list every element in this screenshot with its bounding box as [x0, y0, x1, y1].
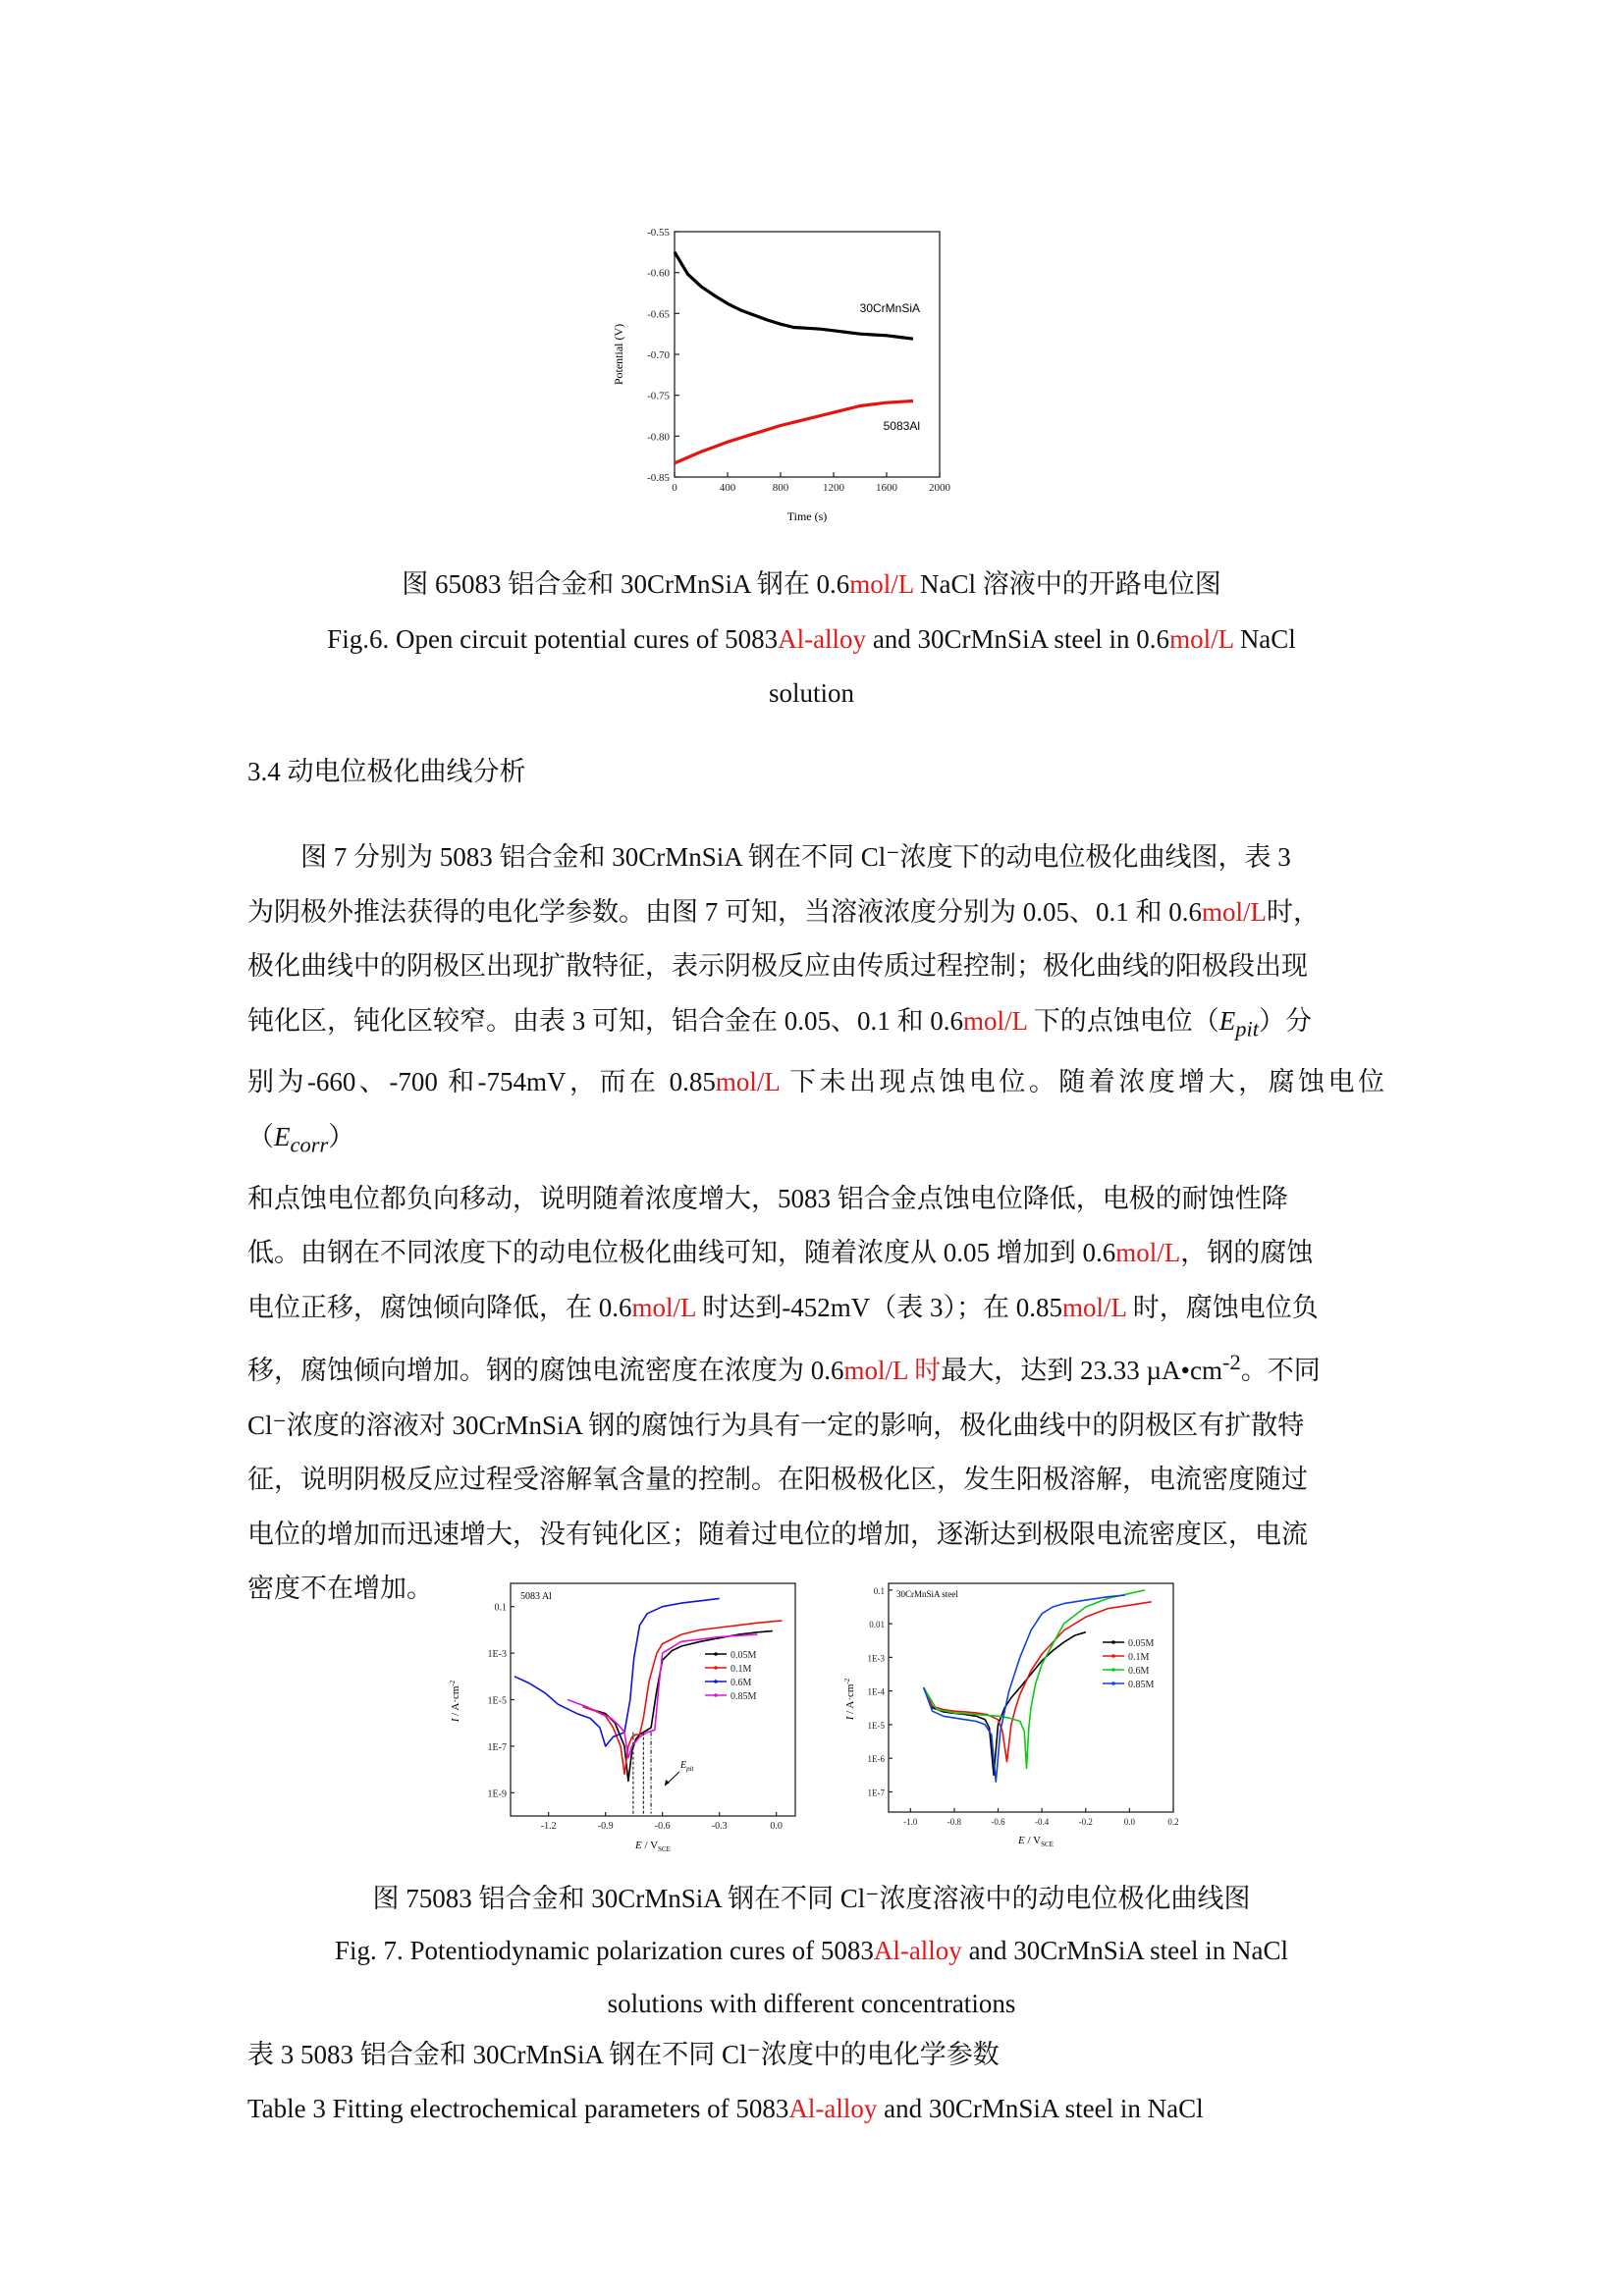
fig7b-series-0-05m — [924, 1632, 1086, 1776]
fig7-al-chart — [447, 1574, 820, 1858]
fig6-y-tick-label: -0.75 — [647, 390, 670, 402]
fig7a-legend-marker — [714, 1666, 718, 1670]
fig6-x-tick-label: 400 — [719, 482, 736, 494]
fig7a-y-tick-label: 0.1 — [494, 1602, 507, 1614]
fig6-series-30crmnsia — [675, 252, 913, 339]
fig7b-plot-frame — [889, 1583, 1173, 1812]
fig6-legend-al: 5083Al — [883, 419, 920, 433]
fig7a-y-tick-label: 1E-5 — [487, 1695, 507, 1707]
fig7a-epit-arrowhead — [665, 1780, 670, 1786]
fig7b-x-tick-label: 0.0 — [1123, 1817, 1136, 1827]
fig7a-y-tick-label: 1E-3 — [487, 1649, 507, 1661]
fig7a-legend-marker — [714, 1652, 718, 1656]
fig6-caption-en: Fig.6. Open circuit potential cures of 5083Al-alloy and 30CrMnSiA steel in 0.6mol/L NaCl — [327, 624, 1296, 654]
fig7b-series-0-1m — [924, 1602, 1152, 1762]
para-line: 电位的增加而迅速增大，没有钝化区；随着过电位的增加，逐渐达到极限电流密度区，电流 — [247, 1519, 1308, 1549]
fig7b-x-tick-label: -0.6 — [991, 1817, 1005, 1827]
para-line: 别为-660、-700 和-754mV，而在 0.85mol/L 下未出现点蚀电位。随着浓度增大，腐蚀电位$(E_{corr})$ — [247, 1067, 1384, 1157]
fig7a-x-tick-label: -0.3 — [711, 1821, 728, 1832]
fig7b-x-tick-label: -0.4 — [1035, 1817, 1050, 1827]
fig7a-x-tick-label: 0.0 — [770, 1821, 783, 1832]
fig7b-legend-label: 0.6M — [1128, 1666, 1150, 1677]
fig7a-legend-label: 0.05M — [730, 1650, 757, 1661]
fig7a-x-tick-label: -0.9 — [597, 1821, 614, 1832]
fig7b-y-tick-label: 1E-6 — [867, 1754, 885, 1765]
fig6-x-tick-label: 2000 — [929, 482, 950, 494]
para-line: 和点蚀电位都负向移动，说明随着浓度增大，5083 铝合金点蚀电位降低，电极的耐蚀性降 — [247, 1183, 1288, 1213]
fig7a-legend-marker — [714, 1680, 718, 1683]
fig7b-x-tick-label: -1.0 — [903, 1817, 918, 1827]
fig6-caption-en-line2: solution — [768, 678, 854, 708]
para-line: 低。由钢在不同浓度下的动电位极化曲线可知，随着浓度从 0.05 增加到 0.6mol/L，钢的腐蚀 — [247, 1238, 1314, 1268]
fig7b-legend-marker — [1111, 1682, 1115, 1685]
fig6-y-tick-label: -0.80 — [647, 431, 670, 444]
table3-title-cn: 表 3 5083 铝合金和 30CrMnSiA 钢在不同 Cl⁻浓度中的电化学参数 — [247, 2040, 1000, 2069]
fig7-steel-chart — [839, 1574, 1193, 1858]
fig7a-x-tick-label: -0.6 — [654, 1821, 671, 1832]
fig7a-y-tick-label: 1E-9 — [487, 1789, 507, 1800]
fig6-xlabel: Time (s) — [786, 509, 828, 523]
fig7-caption-cn: 图 75083 铝合金和 30CrMnSiA 钢在不同 Cl⁻浓度溶液中的动电位极化曲线图 — [372, 1884, 1251, 1913]
fig7b-ylabel: $I / A\cdot cm^{-2}$ — [843, 1678, 856, 1721]
section-heading: 3.4 动电位极化曲线分析 — [247, 757, 526, 786]
fig7b-y-tick-label: 0.1 — [873, 1585, 885, 1596]
fig7a-y-tick-label: 1E-7 — [487, 1741, 507, 1753]
fig7b-legend-label: 0.05M — [1128, 1638, 1155, 1649]
fig6-legend-steel: 30CrMnSiA — [859, 301, 920, 315]
fig7b-y-tick-label: 1E-5 — [867, 1720, 885, 1731]
fig7b-xlabel: E / $V_{SCE}$ — [1018, 1835, 1054, 1848]
fig6-y-tick-label: -0.85 — [647, 472, 670, 484]
fig6-series-5083al — [675, 401, 913, 463]
fig7b-y-tick-label: 1E-7 — [867, 1788, 885, 1798]
fig7b-x-tick-label: -0.8 — [947, 1817, 962, 1827]
fig6-y-tick-label: -0.55 — [647, 227, 670, 239]
fig6-ylabel: Potential (V) — [612, 323, 625, 386]
fig7b-legend-label: 0.1M — [1128, 1652, 1150, 1663]
fig6-caption-cn: 图 65083 铝合金和 30CrMnSiA 钢在 0.6mol/L NaCl 溶液中的开路电位图 — [402, 569, 1221, 599]
body-paragraph — [247, 830, 1384, 1617]
para-line: 密度不在增加。 — [247, 1574, 433, 1604]
fig7b-legend-marker — [1111, 1654, 1115, 1658]
para-line: 钝化区，钝化区较窄。由表 3 可知，铝合金在 0.05、0.1 和 0.6mol/L 下的点蚀电位$(E_{pit})$分 — [247, 1005, 1313, 1041]
para-line: 极化曲线中的阴极区出现扩散特征，表示阴极反应由传质过程控制；极化曲线的阳极段出现 — [247, 951, 1308, 981]
fig6-y-tick-label: -0.60 — [647, 267, 670, 280]
para-line: 电位正移，腐蚀倾向降低，在 0.6mol/L 时达到-452mV（表 3）；在 0.85mol/L 时，腐蚀电位负 — [247, 1292, 1319, 1322]
fig7-caption-en: Fig. 7. Potentiodynamic polarization cures of 5083Al-alloy and 30CrMnSiA steel in NaCl — [334, 1936, 1289, 1965]
fig7a-legend-label: 0.6M — [730, 1678, 752, 1688]
fig7b-legend-label: 0.85M — [1128, 1680, 1155, 1690]
fig7a-legend-marker — [714, 1693, 718, 1697]
fig6-x-tick-label: 0 — [672, 482, 677, 494]
fig7b-x-tick-label: 0.2 — [1167, 1817, 1179, 1827]
fig7b-series-0-85m — [924, 1595, 1125, 1782]
fig7a-panel-label: 5083 Al — [520, 1591, 552, 1602]
para-line: 图 7 分别为 5083 铝合金和 30CrMnSiA 钢在不同 Cl⁻浓度下的动电位极化曲线图，表 3 — [300, 842, 1291, 872]
fig7b-y-tick-label: 1E-4 — [867, 1686, 885, 1697]
para-line: 征，说明阴极反应过程受溶解氧含量的控制。在阳极极化区，发生阳极溶解，电流密度随过 — [247, 1465, 1308, 1495]
fig7b-panel-label: 30CrMnSiA steel — [896, 1589, 958, 1599]
fig7b-x-tick-label: -0.2 — [1078, 1817, 1093, 1827]
fig6-y-tick-label: -0.70 — [647, 349, 670, 361]
fig6-x-tick-label: 1200 — [823, 482, 844, 494]
fig7a-series-0-85m — [568, 1634, 757, 1758]
fig7a-pit-label: $E_{pit}$ — [680, 1760, 694, 1773]
fig7b-legend-marker — [1111, 1640, 1115, 1644]
fig6-plot-frame — [675, 232, 940, 477]
fig7b-series-0-6m — [924, 1590, 1145, 1769]
fig7b-y-tick-label: 1E-3 — [867, 1653, 885, 1664]
fig6-ocp-chart — [599, 224, 1031, 536]
fig6-x-tick-label: 800 — [772, 482, 789, 494]
para-line: 为阴极外推法获得的电化学参数。由图 7 可知，当溶液浓度分别为 0.05、0.1 和 0.6mol/L时， — [247, 896, 1320, 927]
fig7a-legend-label: 0.1M — [730, 1664, 752, 1675]
fig7-caption-en-line2: solutions with different concentrations — [607, 1989, 1016, 2018]
fig6-y-tick-label: -0.65 — [647, 308, 670, 321]
table3-title-en: Table 3 Fitting electrochemical parameters of 5083Al-alloy and 30CrMnSiA steel in NaCl — [247, 2094, 1204, 2123]
fig7a-x-tick-label: -1.2 — [540, 1821, 557, 1832]
para-line: 移，腐蚀倾向增加。钢的腐蚀电流密度在浓度为 0.6mol/L 时最大，达到 23.33 $\mu A•cm^{-2}$。不同 — [247, 1350, 1321, 1386]
fig7a-xlabel: E / $V_{SCE}$ — [635, 1840, 671, 1853]
fig6-x-tick-label: 1600 — [876, 482, 897, 494]
fig7b-y-tick-label: 0.01 — [869, 1620, 885, 1630]
fig7a-legend-label: 0.85M — [730, 1691, 757, 1702]
fig7a-ylabel: $I / A\cdot cm^{-2}$ — [449, 1680, 461, 1723]
fig7b-legend-marker — [1111, 1668, 1115, 1672]
para-line: Cl⁻浓度的溶液对 30CrMnSiA 钢的腐蚀行为具有一定的影响，极化曲线中的阴极区有扩散特 — [247, 1410, 1305, 1440]
